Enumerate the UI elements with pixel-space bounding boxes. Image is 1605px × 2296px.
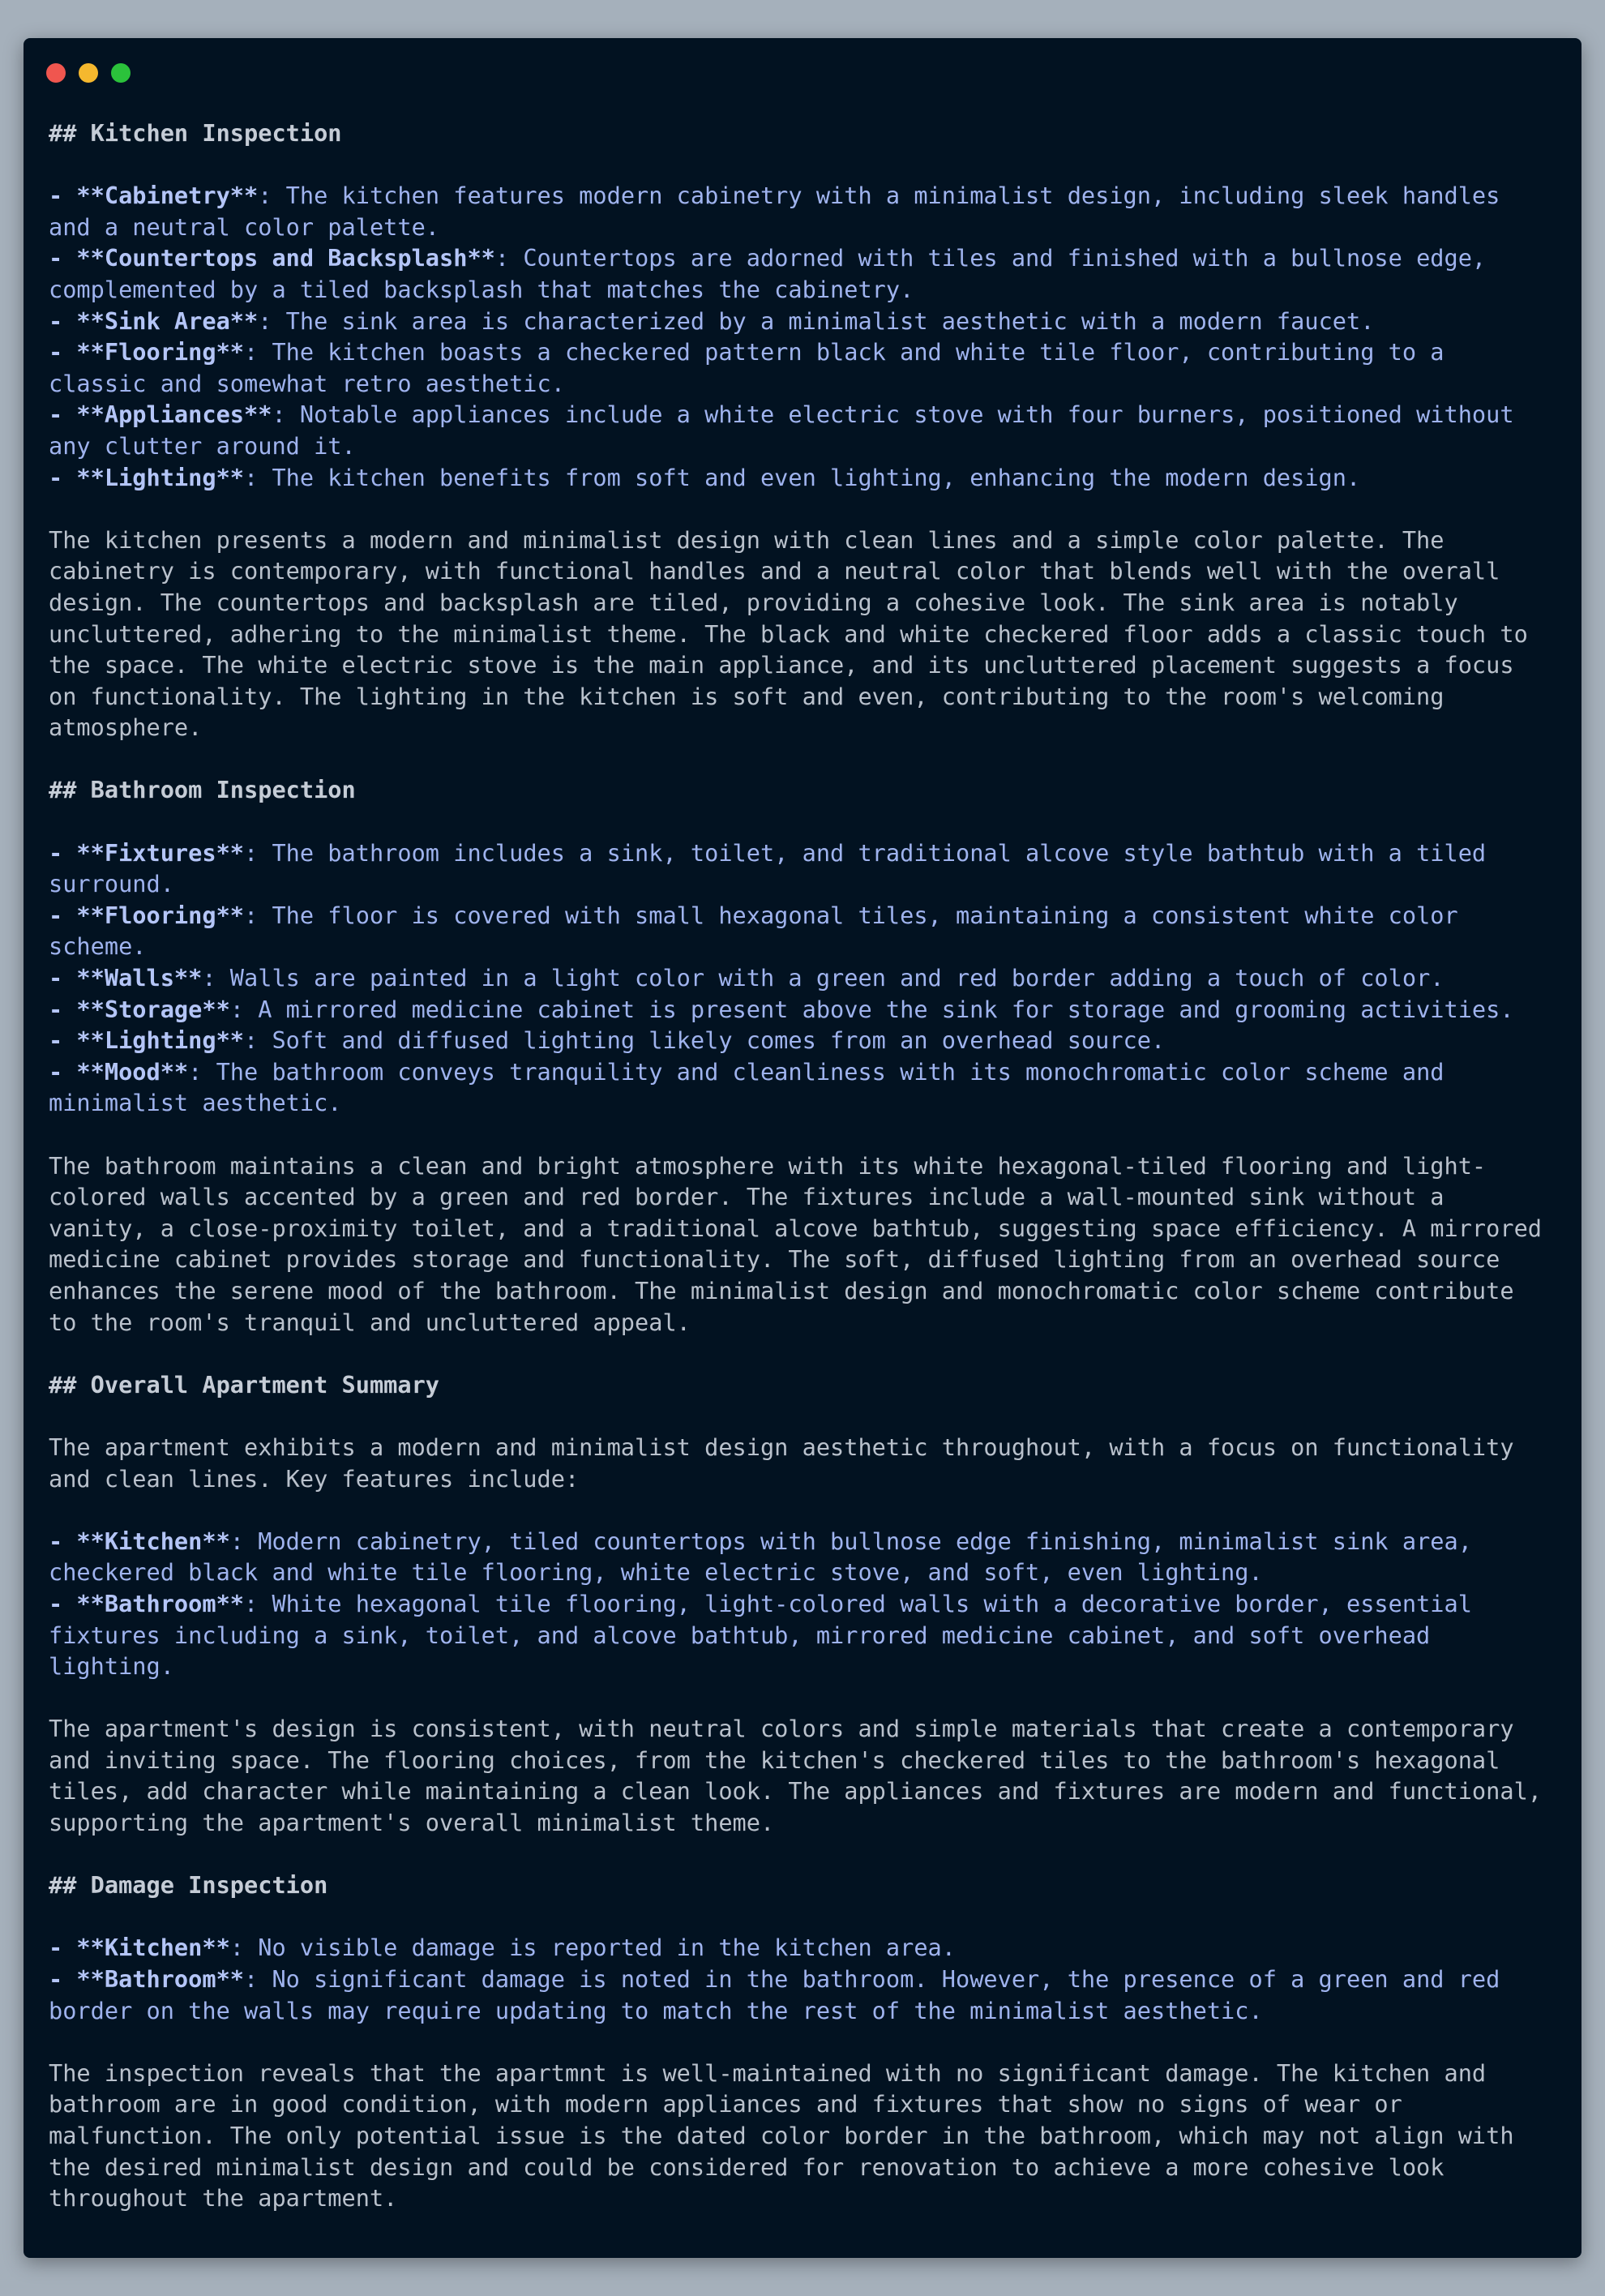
bullet-item xyxy=(49,1588,1573,1620)
bullet-item-continuation xyxy=(49,868,1573,900)
paragraph-line: tiles, add character while maintaining a clean look. The appliances and fixtures are modern and functional, xyxy=(49,1777,1542,1806)
minimize-window-button[interactable] xyxy=(79,63,98,83)
bullet-label: - **Lighting** xyxy=(49,1026,245,1055)
bullet-item xyxy=(49,1056,1573,1088)
bullet-item xyxy=(49,962,1573,994)
bullet-label: - **Countertops and Backsplash** xyxy=(49,244,495,272)
paragraph-line: and clean lines. Key features include: xyxy=(49,1464,580,1493)
bullet-item xyxy=(49,242,1573,274)
bullet-text: fixtures including a sink, toilet, and alcove bathtub, mirrored medicine cabinet, and soft overhead xyxy=(49,1621,1431,1649)
paragraph-line: bathroom are in good condition, with modern appliances and fixtures that show no signs of wear or xyxy=(49,2090,1402,2118)
blank-line xyxy=(49,2026,1573,2058)
bullet-text: : The floor is covered with small hexagonal tiles, maintaining a consistent white color xyxy=(244,901,1458,929)
maximize-window-button[interactable] xyxy=(111,63,131,83)
bullet-text: classic and somewhat retro aesthetic. xyxy=(49,369,565,397)
paragraph-line: to the room's tranquil and uncluttered appeal. xyxy=(49,1308,691,1336)
bullet-item xyxy=(49,306,1573,337)
bullet-item-continuation xyxy=(49,274,1573,306)
bullet-text: border on the walls may require updating to match the rest of the minimalist aesthetic. xyxy=(49,1996,1263,2024)
bullet-text: : Notable appliances include a white electric stove with four burners, positioned without xyxy=(272,401,1514,429)
bullet-item-continuation xyxy=(49,1651,1573,1682)
bullet-text: : White hexagonal tile flooring, light-colored walls with a decorative border, essential xyxy=(244,1589,1472,1617)
paragraph-line: colored walls accented by a green and red border. The fixtures include a wall-mounted sink without a xyxy=(49,1183,1444,1211)
blank-line xyxy=(49,149,1573,181)
bullet-text: complemented by a tiled backsplash that matches the cabinetry. xyxy=(49,275,914,303)
bullet-text: : The kitchen benefits from soft and even lighting, enhancing the modern design. xyxy=(244,463,1361,491)
bullet-text: : The bathroom includes a sink, toilet, and traditional alcove style bathtub with a tiled xyxy=(244,838,1487,867)
blank-line xyxy=(49,1682,1573,1714)
bullet-item-continuation xyxy=(49,212,1573,243)
paragraph-line: supporting the apartment's overall minimalist theme. xyxy=(49,1809,775,1837)
bullet-text: lighting. xyxy=(49,1652,174,1681)
paragraph-line: enhances the serene mood of the bathroom. The minimalist design and monochromatic color scheme contribute xyxy=(49,1276,1514,1304)
bullet-item xyxy=(49,180,1573,212)
blank-line xyxy=(49,1119,1573,1150)
blank-line xyxy=(49,806,1573,837)
bullet-item-continuation xyxy=(49,1995,1573,2027)
bullet-item xyxy=(49,900,1573,932)
bullet-label: - **Bathroom** xyxy=(49,1965,245,1994)
bullet-text: minimalist aesthetic. xyxy=(49,1089,342,1117)
bullet-label: - **Sink Area** xyxy=(49,306,259,335)
bullet-item-continuation xyxy=(49,1087,1573,1119)
bullet-item-continuation xyxy=(49,368,1573,400)
bullet-item xyxy=(49,462,1573,494)
bullet-text: : A mirrored medicine cabinet is present above the sink for storage and grooming activities. xyxy=(229,995,1514,1023)
bullet-text: : No significant damage is noted in the bathroom. However, the presence of a green and red xyxy=(244,1965,1500,1994)
bullet-text: : Modern cabinetry, tiled countertops with bullnose edge finishing, minimalist sink area, xyxy=(229,1527,1472,1555)
bullet-text: checkered black and white tile flooring, white electric stove, and soft, even lighting. xyxy=(49,1558,1263,1587)
bullet-text: : No visible damage is reported in the kitchen area. xyxy=(229,1934,956,1962)
section-heading: ## Bathroom Inspection xyxy=(49,776,356,804)
bullet-label: - **Mood** xyxy=(49,1057,189,1086)
bullet-text: and a neutral color palette. xyxy=(49,212,440,241)
paragraph-line: medicine cabinet provides storage and functionality. The soft, diffused lighting from an overhead source xyxy=(49,1245,1500,1274)
paragraph-line: The inspection reveals that the apartmnt is well-maintained with no significant damage. The kitchen and xyxy=(49,2058,1487,2087)
blank-line xyxy=(49,1901,1573,1933)
blank-line xyxy=(49,1494,1573,1526)
paragraph-line: design. The countertops and backsplash are tiled, providing a cohesive look. The sink area is notably xyxy=(49,588,1458,616)
bullet-label: - **Flooring** xyxy=(49,901,245,929)
paragraph-line: The kitchen presents a modern and minimalist design with clean lines and a simple color palette. The xyxy=(49,525,1444,554)
bullet-label: - **Bathroom** xyxy=(49,1589,245,1617)
bullet-text: surround. xyxy=(49,870,174,898)
bullet-text: any clutter around it. xyxy=(49,431,356,460)
bullet-text: : Countertops are adorned with tiles and finished with a bullnose edge, xyxy=(494,244,1487,272)
paragraph-line: and inviting space. The flooring choices, from the kitchen's checkered tiles to the bathroom's hexagonal xyxy=(49,1746,1500,1774)
bullet-text: scheme. xyxy=(49,932,147,961)
bullet-text: : The kitchen boasts a checkered pattern black and white tile floor, contributing to a xyxy=(244,338,1444,366)
blank-line xyxy=(49,743,1573,775)
bullet-label: - **Fixtures** xyxy=(49,838,245,867)
bullet-label: - **Storage** xyxy=(49,995,230,1023)
markdown-report xyxy=(49,118,1573,2214)
bullet-label: - **Kitchen** xyxy=(49,1527,230,1555)
bullet-item xyxy=(49,1932,1573,1964)
bullet-label: - **Walls** xyxy=(49,964,203,992)
bullet-label: - **Cabinetry** xyxy=(49,182,259,210)
window-titlebar xyxy=(24,38,1581,103)
bullet-text: : The kitchen features modern cabinetry with a minimalist design, including sleek handles xyxy=(258,182,1500,210)
paragraph-line: atmosphere. xyxy=(49,713,203,742)
bullet-item xyxy=(49,1025,1573,1056)
section-heading: ## Overall Apartment Summary xyxy=(49,1370,440,1399)
bullet-label: - **Flooring** xyxy=(49,338,245,366)
bullet-item xyxy=(49,399,1573,430)
bullet-label: - **Kitchen** xyxy=(49,1934,230,1962)
bullet-item-continuation xyxy=(49,1620,1573,1651)
bullet-item xyxy=(49,1964,1573,1995)
paragraph-line: throughout the apartment. xyxy=(49,2184,398,2212)
bullet-item-continuation xyxy=(49,931,1573,962)
bullet-item xyxy=(49,336,1573,368)
paragraph-line: malfunction. The only potential issue is the dated color border in the bathroom, which may not align with xyxy=(49,2122,1514,2149)
terminal-window xyxy=(24,38,1581,2258)
close-window-button[interactable] xyxy=(46,63,66,83)
bullet-text: : The bathroom conveys tranquility and cleanliness with its monochromatic color scheme and xyxy=(188,1057,1444,1086)
paragraph-line: the desired minimalist design and could be considered for renovation to achieve a more cohesive look xyxy=(49,2152,1444,2181)
paragraph-line: the space. The white electric stove is the main appliance, and its uncluttered placement suggests a focus xyxy=(49,651,1514,679)
bullet-text: : Walls are painted in a light color with a green and red border adding a touch of color. xyxy=(202,964,1444,992)
paragraph-line: The bathroom maintains a clean and bright atmosphere with its white hexagonal-tiled flooring and light- xyxy=(49,1151,1487,1180)
paragraph-line: uncluttered, adhering to the minimalist theme. The black and white checkered floor adds a classic touch to xyxy=(49,619,1528,648)
bullet-text: : The sink area is characterized by a minimalist aesthetic with a modern faucet. xyxy=(258,306,1375,335)
blank-line xyxy=(49,1400,1573,1432)
paragraph-line: vanity, a close-proximity toilet, and a traditional alcove bathtub, suggesting space efficiency. A mirrored xyxy=(49,1214,1542,1242)
bullet-item-continuation xyxy=(49,1557,1573,1588)
bullet-item-continuation xyxy=(49,430,1573,462)
paragraph-line: cabinetry is contemporary, with functional handles and a neutral color that blends well with the overall xyxy=(49,557,1500,585)
bullet-label: - **Appliances** xyxy=(49,401,272,429)
bullet-item xyxy=(49,994,1573,1026)
blank-line xyxy=(49,1839,1573,1870)
section-heading: ## Kitchen Inspection xyxy=(49,119,342,147)
bullet-item xyxy=(49,837,1573,869)
section-heading: ## Damage Inspection xyxy=(49,1871,328,1900)
bullet-text: : Soft and diffused lighting likely comes from an overhead source. xyxy=(244,1026,1166,1055)
blank-line xyxy=(49,493,1573,525)
paragraph-line: The apartment's design is consistent, with neutral colors and simple materials that create a contemporary xyxy=(49,1715,1514,1743)
blank-line xyxy=(49,1338,1573,1369)
paragraph-line: The apartment exhibits a modern and minimalist design aesthetic throughout, with a focus on functionality xyxy=(49,1433,1514,1461)
bullet-item xyxy=(49,1526,1573,1557)
bullet-label: - **Lighting** xyxy=(49,463,245,491)
paragraph-line: on functionality. The lighting in the kitchen is soft and even, contributing to the room's welcoming xyxy=(49,682,1444,710)
